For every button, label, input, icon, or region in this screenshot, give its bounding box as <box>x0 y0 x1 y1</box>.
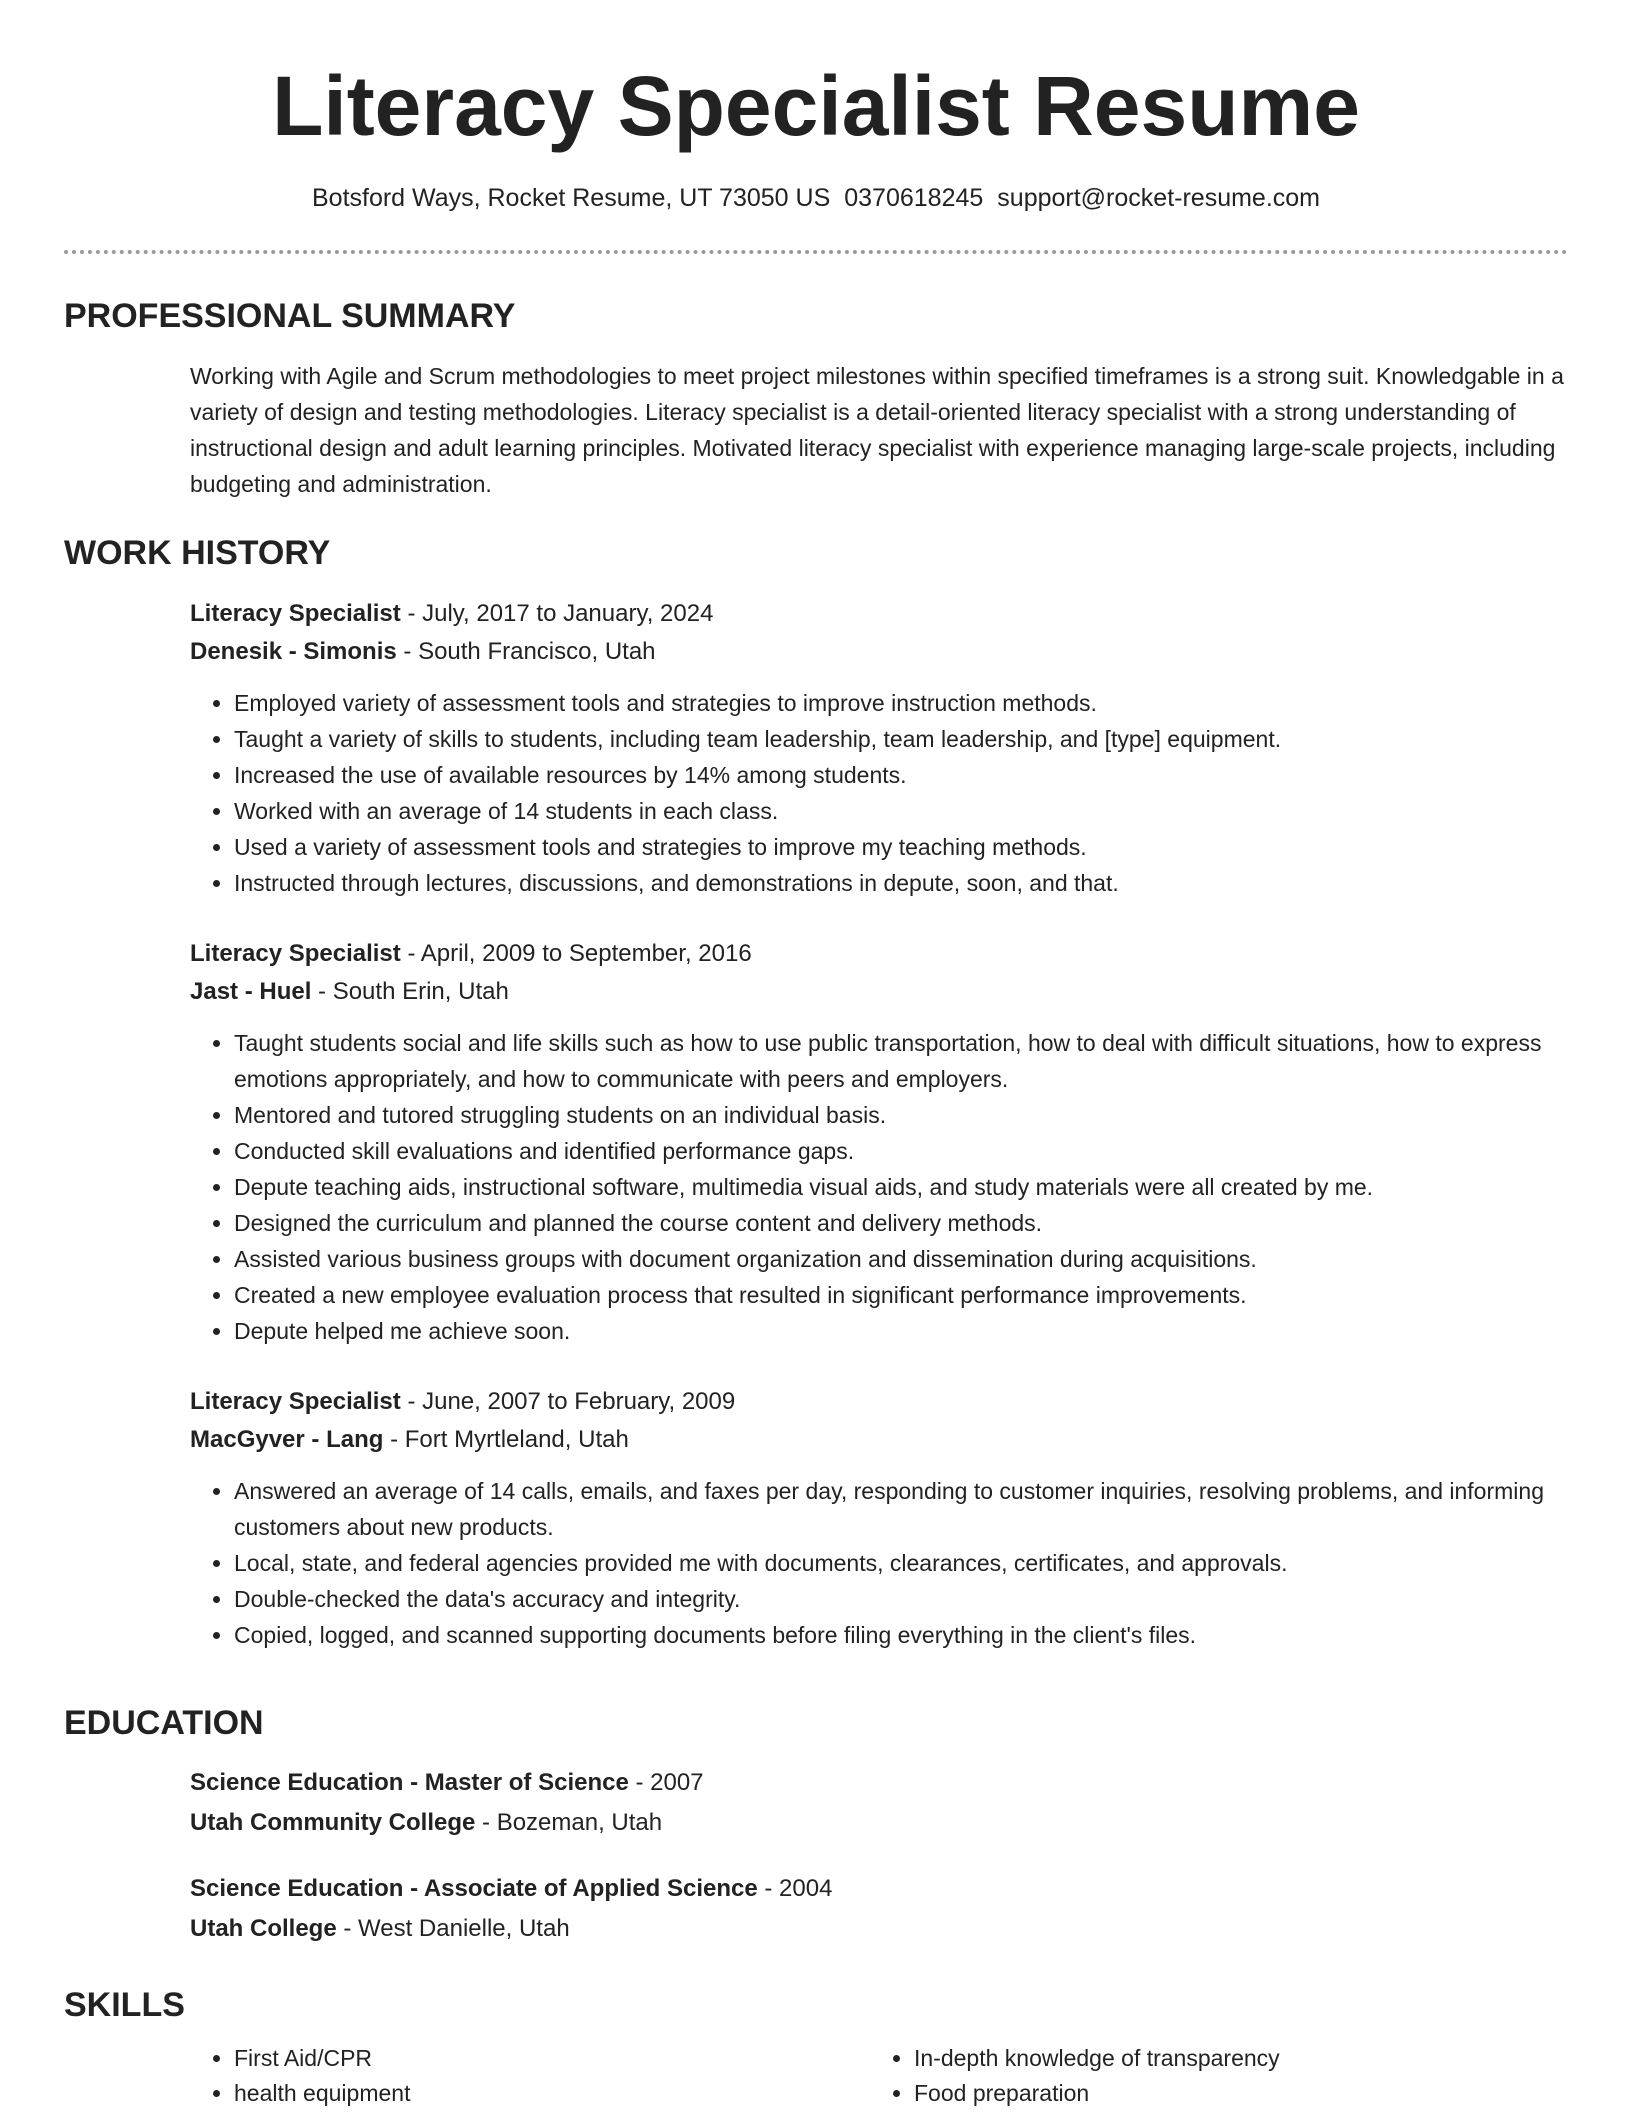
education-school: Utah College <box>190 1915 337 1942</box>
list-item: • Assisted various business groups with document organization and dissemination during acquisitions. <box>234 1241 1568 1277</box>
job-location: - South Erin, Utah <box>311 978 509 1005</box>
job-location: - Fort Myrtleland, Utah <box>383 1426 629 1453</box>
list-item: • Taught students social and life skills such as how to use public transportation, how to deal with difficult situations, how to express emotions appropriately, and how to communicate with peers and employers. <box>234 1025 1568 1097</box>
job-entry <box>190 595 1568 901</box>
job-company-line <box>190 973 1568 1011</box>
list-item: • Answered an average of 14 calls, emails, and faxes per day, responding to customer inquiries, resolving problems, and informing customers about new products. <box>234 1473 1568 1545</box>
list-item: • Conducted skill evaluations and identified performance gaps. <box>234 1133 1568 1169</box>
education-section <box>64 1703 1568 1949</box>
job-company: MacGyver - Lang <box>190 1426 384 1453</box>
job-title-line <box>190 595 1568 633</box>
education-location: - West Danielle, Utah <box>336 1915 570 1942</box>
work-history-heading: WORK HISTORY <box>64 534 331 572</box>
skills-list-left <box>190 2041 870 2111</box>
job-title: Literacy Specialist <box>190 1388 401 1415</box>
job-dates: - June, 2007 to February, 2009 <box>400 1388 736 1415</box>
education-degree-line <box>190 1869 1568 1909</box>
education-entry <box>190 1869 1568 1949</box>
skills-list-right <box>870 2041 1550 2111</box>
job-company: Jast - Huel <box>190 978 312 1005</box>
job-company: Denesik - Simonis <box>190 638 397 665</box>
job-entry <box>190 935 1568 1349</box>
job-dates: - April, 2009 to September, 2016 <box>400 940 752 967</box>
list-item: • Worked with an average of 14 students in each class. <box>234 793 1568 829</box>
education-year: - 2007 <box>628 1769 704 1796</box>
job-entry <box>190 1383 1568 1653</box>
list-item: • Local, state, and federal agencies provided me with documents, clearances, certificates, and approvals. <box>234 1545 1568 1581</box>
list-item: • Increased the use of available resources by 14% among students. <box>234 757 1568 793</box>
header-divider <box>64 250 1568 254</box>
skill-item: • In-depth knowledge of transparency <box>914 2041 1550 2076</box>
contact-line <box>0 182 1632 214</box>
contact-email[interactable]: support@rocket-resume.com <box>997 184 1321 212</box>
resume-title: Literacy Specialist Resume <box>272 59 1360 153</box>
list-item: • Depute teaching aids, instructional software, multimedia visual aids, and study materials were all created by me. <box>234 1169 1568 1205</box>
skill-item: • health equipment <box>234 2076 870 2111</box>
list-item: • Double-checked the data's accuracy and integrity. <box>234 1581 1568 1617</box>
list-item: • Designed the curriculum and planned the course content and delivery methods. <box>234 1205 1568 1241</box>
list-item: • Created a new employee evaluation process that resulted in significant performance improvements. <box>234 1277 1568 1313</box>
education-location: - Bozeman, Utah <box>475 1809 663 1836</box>
skills-heading: SKILLS <box>64 1986 185 2024</box>
education-school-line <box>190 1909 1568 1949</box>
job-bullets <box>190 1473 1568 1653</box>
list-item: • Mentored and tutored struggling students on an individual basis. <box>234 1097 1568 1133</box>
list-item: • Depute helped me achieve soon. <box>234 1313 1568 1349</box>
job-title: Literacy Specialist <box>190 600 401 627</box>
list-item: • Taught a variety of skills to students, including team leadership, team leadership, and [type] equipment. <box>234 721 1568 757</box>
education-entry <box>190 1763 1568 1843</box>
job-title-line <box>190 1383 1568 1421</box>
list-item: • Instructed through lectures, discussions, and demonstrations in depute, soon, and that. <box>234 865 1568 901</box>
summary-heading: PROFESSIONAL SUMMARY <box>64 297 516 335</box>
education-degree: Science Education - Associate of Applied Science <box>190 1875 758 1902</box>
education-degree: Science Education - Master of Science <box>190 1769 629 1796</box>
education-year: - 2004 <box>757 1875 833 1902</box>
skill-item: • First Aid/CPR <box>234 2041 870 2076</box>
job-company-line <box>190 633 1568 671</box>
summary-section <box>64 296 1568 502</box>
skills-section <box>64 1985 1568 2111</box>
education-school-line <box>190 1803 1568 1843</box>
skills-grid <box>190 2041 1568 2111</box>
summary-text: Working with Agile and Scrum methodologies to meet project milestones within specified timeframes is a strong suit. Knowledgable in a variety of design and testing methodologies. Literacy specialist is a detail-oriented literacy specialist with a strong understanding of instructional design and adult learning principles. Motivated literacy specialist with experience managing large-scale projects, including budgeting and administration. <box>190 363 1564 497</box>
education-heading: EDUCATION <box>64 1704 264 1742</box>
education-degree-line <box>190 1763 1568 1803</box>
job-title: Literacy Specialist <box>190 940 401 967</box>
list-item: • Used a variety of assessment tools and strategies to improve my teaching methods. <box>234 829 1568 865</box>
work-history-section <box>64 533 1568 1653</box>
job-title-line <box>190 935 1568 973</box>
job-company-line <box>190 1421 1568 1459</box>
job-bullets <box>190 1025 1568 1349</box>
job-dates: - July, 2017 to January, 2024 <box>400 600 714 627</box>
list-item: • Copied, logged, and scanned supporting documents before filing everything in the client's files. <box>234 1617 1568 1653</box>
contact-phone: 0370618245 <box>844 184 984 212</box>
skill-item: • Food preparation <box>914 2076 1550 2111</box>
job-bullets <box>190 685 1568 901</box>
list-item: • Employed variety of assessment tools and strategies to improve instruction methods. <box>234 685 1568 721</box>
contact-address: Botsford Ways, Rocket Resume, UT 73050 US <box>311 184 831 212</box>
job-location: - South Francisco, Utah <box>396 638 656 665</box>
education-school: Utah Community College <box>190 1809 476 1836</box>
